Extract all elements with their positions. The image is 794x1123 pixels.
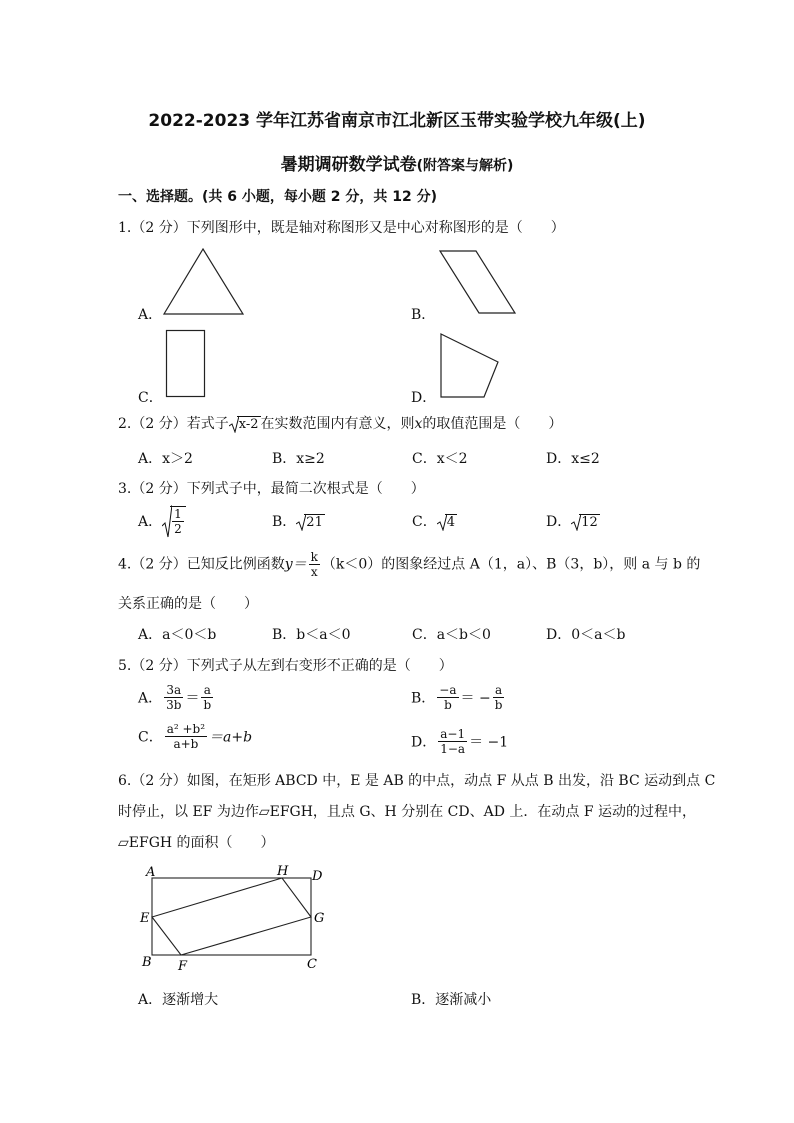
q5-d-fraction xyxy=(438,727,467,756)
q3-c-sqrt xyxy=(437,513,457,531)
label-e: E xyxy=(140,911,150,926)
q1-option-a-label: A． xyxy=(138,307,163,323)
q5-option-c-label: C． xyxy=(138,729,163,746)
q3-option-c-label: C． xyxy=(412,514,437,530)
q5-option-b-label: B． xyxy=(411,690,436,707)
question-4-line2: 关系正确的是（ ） xyxy=(118,596,258,612)
label-f: F xyxy=(178,959,188,974)
q5-c-den: a+b xyxy=(173,737,199,751)
q3-d-radicand: 12 xyxy=(581,515,598,530)
q2-pre: 2.（2 分）若式子 xyxy=(118,416,229,432)
q4-option-a: A．a＜0＜b xyxy=(138,627,217,643)
page-title: 2022-2023 学年江苏省南京市江北新区玉带实验学校九年级(上) xyxy=(148,111,646,131)
q4-pre: 4.（2 分）已知反比例函数 xyxy=(118,556,285,573)
q5-b-fraction-right xyxy=(493,683,505,712)
q3-option-a-label: A． xyxy=(138,514,163,530)
question-5-stem: 5.（2 分）下列式子从左到右变形不正确的是（ ） xyxy=(118,658,453,674)
q5-b-num1: −a xyxy=(439,683,457,697)
q4-k-denominator: x xyxy=(310,565,318,579)
q3-option-d-label: D． xyxy=(546,514,572,530)
q3-d-sqrt xyxy=(571,513,600,531)
q5-a-den2: b xyxy=(203,698,212,712)
q5-c-num: a² +b² xyxy=(166,722,206,736)
q5-option-c xyxy=(138,722,252,751)
label-d: D xyxy=(312,869,323,884)
q6-option-b: B．逐渐减小 xyxy=(411,992,492,1008)
q3-option-b xyxy=(272,511,325,531)
label-h: H xyxy=(277,864,289,879)
q1-option-b-label: B． xyxy=(411,307,436,323)
q5-d-den: 1−a xyxy=(440,742,466,756)
q3-option-b-label: B． xyxy=(272,514,297,530)
q2-post: 在实数范围内有意义，则 xyxy=(260,416,415,432)
question-6-line1: 6.（2 分）如图，在矩形 ABCD 中，E 是 AB 的中点，动点 F 从点 B 出发，沿 BC 运动到点 C xyxy=(118,773,716,789)
q5-a-den1: 3b xyxy=(166,698,182,712)
page-subtitle xyxy=(0,150,794,175)
q2-var: x xyxy=(414,416,423,432)
label-c: C xyxy=(307,957,317,972)
q4-option-c: C．a＜b＜0 xyxy=(412,627,491,643)
question-6-line2: 时停止，以 EF 为边作▱EFGH，且点 G、H 分别在 CD、AD 上．在动点 F 运动的过程中， xyxy=(118,804,697,820)
q5-option-a-label: A． xyxy=(138,690,163,707)
q3-a-numerator: 1 xyxy=(174,507,182,521)
q5-option-a xyxy=(138,683,215,712)
q5-d-num: a−1 xyxy=(440,727,466,741)
q1-parallelogram-figure xyxy=(436,246,520,318)
q3-c-radicand: 4 xyxy=(446,515,455,530)
q3-b-sqrt xyxy=(296,513,325,531)
q2-option-b: B．x≥2 xyxy=(272,451,325,467)
q4-k-fraction xyxy=(309,550,320,579)
q5-c-rhs: ＝a+b xyxy=(209,729,253,746)
q5-a-fraction-left xyxy=(164,683,183,712)
q1-rectangle-figure xyxy=(162,327,210,401)
section-heading: 一、选择题。(共 6 小题，每小题 2 分，共 12 分) xyxy=(118,189,438,205)
question-2-stem xyxy=(118,413,562,433)
q6-rectangle-figure xyxy=(134,860,334,976)
q2-option-d: D．x≤2 xyxy=(546,451,600,467)
label-a: A xyxy=(146,865,156,880)
q4-option-d: D．0＜a＜b xyxy=(546,627,626,643)
q4-condition: （k＜0）的图象经过点 A（1，a）、B（3，b），则 a 与 b 的 xyxy=(321,556,701,573)
q5-b-den1: b xyxy=(444,698,452,712)
subtitle-main: 暑期调研数学试卷 xyxy=(280,155,417,175)
q4-y: y＝ xyxy=(284,556,307,573)
question-6-line3: ▱EFGH 的面积（ ） xyxy=(118,835,275,851)
question-3-stem: 3.（2 分）下列式子中，最简二次根式是（ ） xyxy=(118,481,425,497)
q5-a-equals: ＝ xyxy=(185,690,200,707)
q5-a-fraction-right xyxy=(201,683,213,712)
question-4-stem xyxy=(118,550,700,579)
q5-b-num2: a xyxy=(493,683,505,698)
q3-option-a xyxy=(138,504,186,538)
q1-quadrilateral-figure xyxy=(436,330,502,402)
q1-option-d-label: D． xyxy=(411,390,437,406)
q5-c-fraction xyxy=(165,722,207,751)
q5-a-num1: 3a xyxy=(164,683,183,698)
q2-radicand: x-2 xyxy=(238,417,259,432)
q5-b-fraction-left xyxy=(437,683,458,712)
label-g: G xyxy=(314,911,325,926)
q3-b-radicand: 21 xyxy=(306,515,323,530)
q3-option-d xyxy=(546,511,600,531)
q4-option-b: B．b＜a＜0 xyxy=(272,627,351,643)
q3-a-fraction xyxy=(172,507,184,536)
q6-option-a: A．逐渐增大 xyxy=(138,992,219,1008)
q3-a-sqrt xyxy=(162,504,186,538)
q4-k-numerator: k xyxy=(310,550,318,564)
q5-b-equals: ＝ − xyxy=(460,690,491,707)
label-b: B xyxy=(142,955,152,970)
q5-option-d-label: D． xyxy=(411,734,437,751)
q5-a-num2: a xyxy=(201,683,213,698)
q1-triangle-figure xyxy=(160,246,246,318)
q5-d-rhs: ＝ −1 xyxy=(469,734,509,751)
q5-b-den2: b xyxy=(494,698,503,712)
q2-sqrt-expression xyxy=(229,415,261,433)
q2-post2: 的取值范围是（ ） xyxy=(422,416,563,432)
subtitle-note: (附答案与解析) xyxy=(416,158,514,174)
q3-a-denominator: 2 xyxy=(174,522,182,536)
q5-option-d xyxy=(411,727,508,756)
q3-option-c xyxy=(412,511,457,531)
q2-option-c: C．x＜2 xyxy=(412,451,468,467)
q5-option-b xyxy=(411,683,506,712)
q1-option-c-label: C． xyxy=(138,390,163,406)
q2-option-a: A．x＞2 xyxy=(138,451,193,467)
question-1-stem: 1.（2 分）下列图形中，既是轴对称图形又是中心对称图形的是（ ） xyxy=(118,220,565,236)
